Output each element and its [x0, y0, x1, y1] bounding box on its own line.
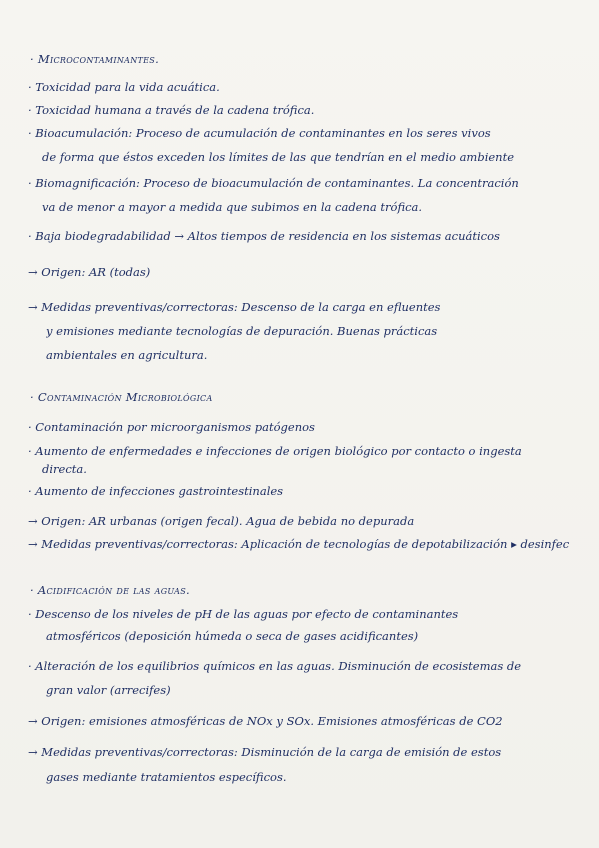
- note-line: · Descenso de los niveles de pH de las aguas por efecto de contaminantes: [28, 607, 459, 621]
- measures-line: → Medidas preventivas/correctoras: Aplicación de tecnologías de depotabilización ▸ desinfec: [28, 537, 570, 551]
- measures-line: ambientales en agricultura.: [46, 348, 208, 362]
- note-line: · Biomagnificación: Proceso de bioacumulación de contaminantes. La concentración: [28, 176, 519, 190]
- origin-line: → Origen: AR urbanas (origen fecal). Agua de bebida no depurada: [28, 514, 415, 528]
- measures-line: y emisiones mediante tecnologías de depuración. Buenas prácticas: [46, 324, 438, 338]
- note-line: va de menor a mayor a medida que subimos en la cadena trófica.: [42, 200, 423, 214]
- note-line: gran valor (arrecifes): [46, 683, 171, 697]
- section-title-microcontaminantes: · Microcontaminantes.: [30, 52, 160, 66]
- measures-line: → Medidas preventivas/correctoras: Descenso de la carga en efluentes: [28, 300, 441, 314]
- origin-line: → Origen: AR (todas): [28, 265, 151, 279]
- note-line: · Aumento de enfermedades e infecciones de origen biológico por contacto o ingesta: [28, 444, 522, 458]
- origin-line: → Origen: emisiones atmosféricas de NOx y SOx. Emisiones atmosféricas de CO2: [28, 714, 503, 728]
- section-title-acidificacion: · Acidificación de las aguas.: [30, 583, 190, 597]
- note-line: · Alteración de los equilibrios químicos en las aguas. Disminución de ecosistemas de: [28, 659, 522, 673]
- note-line: · Aumento de infecciones gastrointestinales: [28, 484, 284, 498]
- note-line: de forma que éstos exceden los límites de las que tendrían en el medio ambiente: [42, 150, 515, 164]
- note-line: directa.: [42, 462, 87, 476]
- section-title-microbiologica: · Contaminación Microbiológica: [30, 390, 213, 404]
- note-line: · Toxicidad humana a través de la cadena trófica.: [28, 103, 315, 117]
- measures-line: gases mediante tratamientos específicos.: [46, 770, 287, 784]
- note-line: · Contaminación por microorganismos patógenos: [28, 420, 315, 434]
- measures-line: → Medidas preventivas/correctoras: Disminución de la carga de emisión de estos: [28, 745, 502, 759]
- note-line: atmosféricos (deposición húmeda o seca de gases acidificantes): [46, 629, 419, 643]
- note-line: · Toxicidad para la vida acuática.: [28, 80, 220, 94]
- note-line: · Bioacumulación: Proceso de acumulación de contaminantes en los seres vivos: [28, 126, 491, 140]
- note-line: · Baja biodegradabilidad → Altos tiempos de residencia en los sistemas acuáticos: [28, 229, 500, 243]
